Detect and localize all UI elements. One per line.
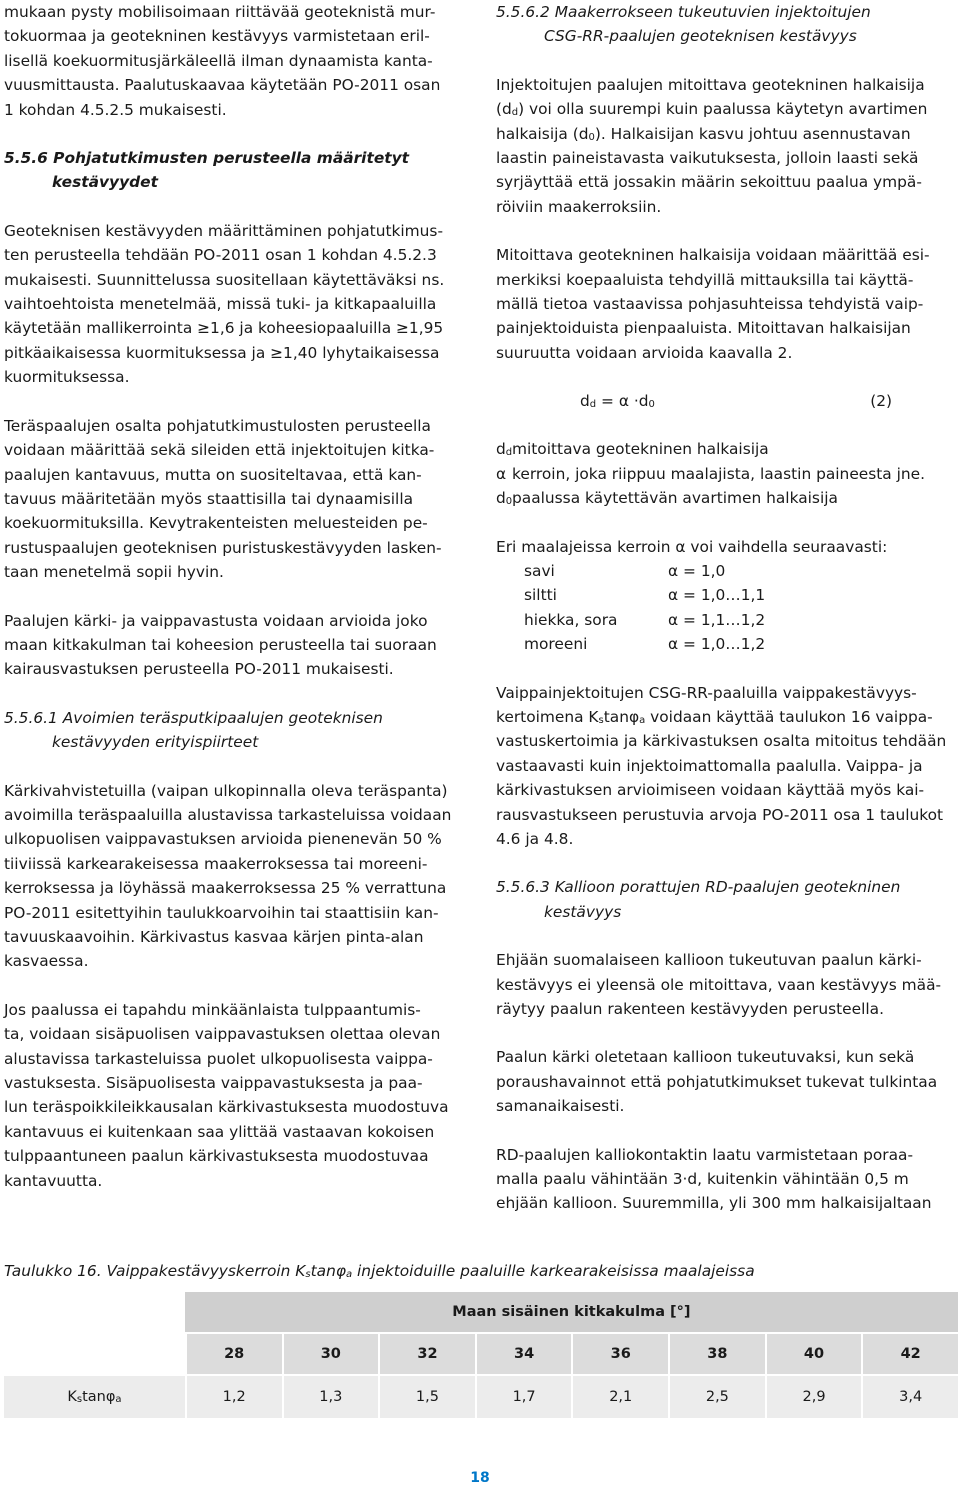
left-paragraph-2: [4, 219, 462, 390]
left-paragraph-4: [4, 609, 462, 682]
text-line: tavuuskaavoihin. Kärkivastus kasvaa kärjen pinta-alan: [4, 928, 424, 946]
section-heading-5-5-6-1: [4, 706, 462, 755]
right-paragraph-4: [496, 948, 958, 1021]
section-heading-5-5-6: [4, 146, 462, 195]
heading-line: 5.5.6.3 Kallioon porattujen RD-paalujen geotekninen: [496, 878, 901, 897]
text-line: Geoteknisen kestävyyden määrittäminen pohjatutkimus-: [4, 221, 443, 240]
text-line: lisellä koekuormitusjärkäleellä ilman dynaamista kanta-: [4, 51, 433, 70]
legend-item: α kerroin, joka riippuu maalajista, laastin paineesta jne.: [496, 464, 926, 483]
angle-cell: 38: [668, 1332, 765, 1374]
heading-line: kestävyyden erityispiirteet: [52, 733, 259, 752]
alpha-intro: Eri maalajeissa kerroin α voi vaihdella seuraavasti:: [496, 537, 888, 556]
text-line: Paalun kärki oletetaan kallioon tukeutuvaksi, kun sekä: [496, 1048, 915, 1067]
text-line: avoimilla teräspaaluilla alustavissa tarkasteluissa voidaan: [4, 805, 452, 824]
table-value-row: [4, 1374, 958, 1418]
heading-line: CSG-RR-paalujen geoteknisen kestävyys: [544, 27, 857, 46]
text-line: kertoimena $K_s\tan\varphi_a$ voidaan käyttää taulukon 16 vaippa-: [496, 707, 933, 726]
legend-item: $d_d$ mitoittava geotekninen halkaisija: [496, 440, 769, 459]
table-header-row: [4, 1292, 958, 1332]
text-line: kerroksessa ja löyhässä maakerroksessa 25 % verrattuna: [4, 879, 447, 898]
text-line: räytyy paalun rakenteen kestävyyden perusteella.: [496, 1000, 884, 1018]
material-row: siltti α = 1,0…1,1: [524, 586, 766, 605]
text-line: lun teräspoikkileikkausalan kärkivastuksesta muodostuva: [4, 1098, 449, 1117]
text-line: halkaisija $(d_0)$. Halkaisijan kasvu johtuu asennustavan: [496, 124, 911, 143]
formula-2: [496, 389, 958, 413]
table-16: [4, 1292, 958, 1418]
text-line: kestävyys ei yleensä ole mitoittava, vaan kestävyys mää-: [496, 975, 942, 994]
page-number: 18: [470, 1470, 490, 1486]
text-line: tiiviissä karkearakeisessa maakerroksessa tai moreeni-: [4, 854, 428, 873]
text-line: Paalujen kärki- ja vaippavastusta voidaan arvioida joko: [4, 611, 428, 630]
right-paragraph-3: [496, 681, 958, 852]
text-line: malla paalu vähintään 3·d, kuitenkin vähintään 0,5 m: [496, 1170, 909, 1189]
table-angle-row: [4, 1332, 958, 1374]
angle-cell: 28: [185, 1332, 282, 1374]
table-caption: Taulukko 16. Vaippakestävyyskerroin $K_s\tan\varphi_a$ injektoiduille paaluille karkearakeisissa maalajeissa: [4, 1262, 755, 1280]
text-line: vuusmittausta. Paalutuskaavaa käytetään PO-2011 osan: [4, 76, 441, 95]
text-line: koekuormituksilla. Kevytrakenteisten meluesteiden pe-: [4, 514, 428, 533]
section-heading-5-5-6-3: [496, 875, 958, 924]
table-empty-cell: [4, 1332, 185, 1374]
value-cell: 1,3: [282, 1374, 379, 1418]
table-group-header: Maan sisäinen kitkakulma [°]: [185, 1292, 958, 1332]
text-line: poraushavainnot että pohjatutkimukset tukevat tulkintaa: [496, 1072, 938, 1091]
text-line: Jos paalussa ei tapahdu minkäänlaista tulppaantumis-: [4, 1000, 421, 1019]
legend-item: $d_0$ paalussa käytettävän avartimen halkaisija: [496, 489, 838, 508]
right-paragraph-6: [496, 1143, 958, 1216]
text-line: Mitoittava geotekninen halkaisija voidaan määrittää esi-: [496, 246, 930, 265]
text-line: mukaan pysty mobilisoimaan riittävää geoteknistä mur-: [4, 3, 436, 21]
right-paragraph-1: [496, 73, 958, 219]
value-cell: 3,4: [861, 1374, 958, 1418]
angle-cell: 32: [378, 1332, 475, 1374]
text-line: Injektoitujen paalujen mitoittava geotekninen halkaisija: [496, 75, 925, 94]
text-line: samanaikaisesti.: [496, 1097, 625, 1116]
text-line: paalujen kantavuus, mutta on suositeltavaa, että kan-: [4, 465, 422, 484]
material-list: [496, 559, 958, 657]
material-row: moreeni α = 1,0…1,2: [524, 635, 766, 654]
value-cell: 1,2: [185, 1374, 282, 1418]
value-cell: 2,5: [668, 1374, 765, 1418]
text-line: $(d_d)$ voi olla suurempi kuin paalussa käytetyn avartimen: [496, 100, 928, 119]
text-line: kärkivastuksen arvioimiseen voidaan käyttää myös kai-: [496, 781, 925, 800]
text-line: alustavissa tarkasteluissa puolet ulkopuolisesta vaippa-: [4, 1049, 433, 1068]
text-line: käytetään mallikerrointa ≥1,6 ja koheesiopaaluilla ≥1,95: [4, 319, 444, 338]
text-line: painjektoiduista pienpaaluista. Mitoittavan halkaisijan: [496, 319, 911, 338]
material-row: hiekka, sora α = 1,1…1,2: [524, 610, 766, 629]
text-line: Teräspaalujen osalta pohjatutkimustulosten perusteella: [4, 416, 431, 435]
text-line: tavuus määritetään myös staattisilla tai dynaamisilla: [4, 489, 414, 508]
heading-line: kestävyydet: [52, 173, 158, 192]
left-paragraph-3: [4, 414, 462, 585]
angle-cell: 42: [861, 1332, 958, 1374]
text-line: kasvaessa.: [4, 952, 89, 971]
text-line: ulkopuolisen vaippavastuksen arvioida pienenevän 50 %: [4, 830, 442, 849]
heading-line: 5.5.6.1 Avoimien teräsputkipaalujen geoteknisen: [4, 708, 383, 727]
text-line: suuruutta voidaan arvioida kaavalla 2.: [496, 343, 793, 362]
text-line: Vaippainjektoitujen CSG-RR-paaluilla vaippakestävyys-: [496, 683, 917, 702]
text-line: kuormituksessa.: [4, 368, 130, 387]
formula-legend: [496, 437, 958, 510]
formula-expression: $d_d = \alpha \cdot d_0$: [580, 392, 655, 411]
text-line: mukaisesti. Suunnittelussa suositellaan käytettäväksi ns.: [4, 270, 445, 289]
text-line: röiviin maakerroksiin.: [496, 197, 662, 216]
text-line: laastin paineistavasta vaikutuksesta, jolloin laasti sekä: [496, 149, 919, 168]
angle-cell: 30: [282, 1332, 379, 1374]
text-line: Kärkivahvistetuilla (vaipan ulkopinnalla oleva teräspanta): [4, 781, 448, 800]
formula-number: (2): [870, 392, 892, 411]
left-paragraph-5: [4, 779, 462, 974]
value-cell: 2,1: [571, 1374, 668, 1418]
value-cell: 2,9: [765, 1374, 862, 1418]
left-column: [4, 0, 462, 1193]
text-line: kantavuus ei kuitenkaan saa ylittää vastaavan kokoisen: [4, 1122, 435, 1141]
text-line: 1 kohdan 4.5.2.5 mukaisesti.: [4, 100, 227, 119]
text-line: vaihtoehtoista menetelmää, missä tuki- ja kitkapaaluilla: [4, 295, 437, 314]
text-line: merkiksi koepaaluista tehdyillä mittauksilla tai käyttä-: [496, 270, 914, 289]
text-line: 4.6 ja 4.8.: [496, 829, 574, 848]
text-line: RD-paalujen kalliokontaktin laatu varmistetaan poraa-: [496, 1145, 914, 1164]
angle-cell: 34: [475, 1332, 572, 1374]
left-paragraph-6: [4, 998, 462, 1193]
text-line: kairausvastuksen perusteella PO-2011 mukaisesti.: [4, 660, 394, 679]
heading-line: 5.5.6.2 Maakerrokseen tukeutuvien injektoitujen: [496, 3, 871, 21]
heading-line: 5.5.6 Pohjatutkimusten perusteella määritetyt: [4, 149, 410, 168]
text-line: voidaan määrittää sekä sileiden että injektoitujen kitka-: [4, 441, 435, 460]
value-cell: 1,5: [378, 1374, 475, 1418]
text-line: rustuspaalujen geoteknisen puristuskestävyyden lasken-: [4, 538, 442, 557]
text-line: vastaavasti kuin injektoimattomalla paalulla. Vaippa- ja: [496, 756, 923, 775]
value-cell: 1,7: [475, 1374, 572, 1418]
section-heading-5-5-6-2: [496, 0, 958, 49]
angle-cell: 40: [765, 1332, 862, 1374]
text-line: vastuskertoimia ja kärkivastuksen osalta mitoitus tehdään: [496, 732, 947, 751]
heading-line: kestävyys: [544, 902, 622, 921]
text-line: ta, voidaan sisäpuolisen vaippavastuksen olettaa olevan: [4, 1025, 441, 1044]
text-line: kantavuutta.: [4, 1171, 103, 1190]
text-line: tulppaantuneen paalun kärkivastuksesta muodostuvaa: [4, 1147, 429, 1166]
right-column: [496, 0, 958, 1216]
text-line: rausvastukseen perustuvia arvoja PO-2011 osa 1 taulukot: [496, 805, 944, 824]
table-empty-cell: [4, 1292, 185, 1332]
right-paragraph-5: [496, 1045, 958, 1118]
row-label: $K_s\tan\varphi_a$: [4, 1374, 185, 1418]
material-row: savi α = 1,0: [524, 561, 726, 580]
text-line: PO-2011 esitettyihin taulukkoarvoihin tai staattisiin kan-: [4, 903, 439, 922]
text-line: pitkäaikaisessa kuormituksessa ja ≥1,40 lyhytaikaisessa: [4, 343, 440, 362]
right-paragraph-2: [496, 243, 958, 365]
text-line: ehjään kallioon. Suuremmilla, yli 300 mm halkaisijaltaan: [496, 1194, 932, 1213]
text-line: syrjäyttää että jossakin määrin sekoittuu paalua ympä-: [496, 173, 922, 192]
text-line: taan menetelmä sopii hyvin.: [4, 563, 224, 582]
left-paragraph-1: [4, 0, 462, 122]
text-line: Ehjään suomalaiseen kallioon tukeutuvan paalun kärki-: [496, 951, 922, 970]
text-line: mällä tietoa vastaavissa pohjasuhteissa tehdyistä vaip-: [496, 295, 924, 314]
angle-cell: 36: [571, 1332, 668, 1374]
text-line: vastuksesta. Sisäpuolisesta vaippavastuksesta ja paa-: [4, 1074, 423, 1093]
text-line: maan kitkakulman tai koheesion perusteella tai suoraan: [4, 635, 437, 654]
text-line: tokuormaa ja geotekninen kestävyys varmistetaan eril-: [4, 27, 430, 46]
text-line: ten perusteella tehdään PO-2011 osan 1 kohdan 4.5.2.3: [4, 246, 437, 265]
